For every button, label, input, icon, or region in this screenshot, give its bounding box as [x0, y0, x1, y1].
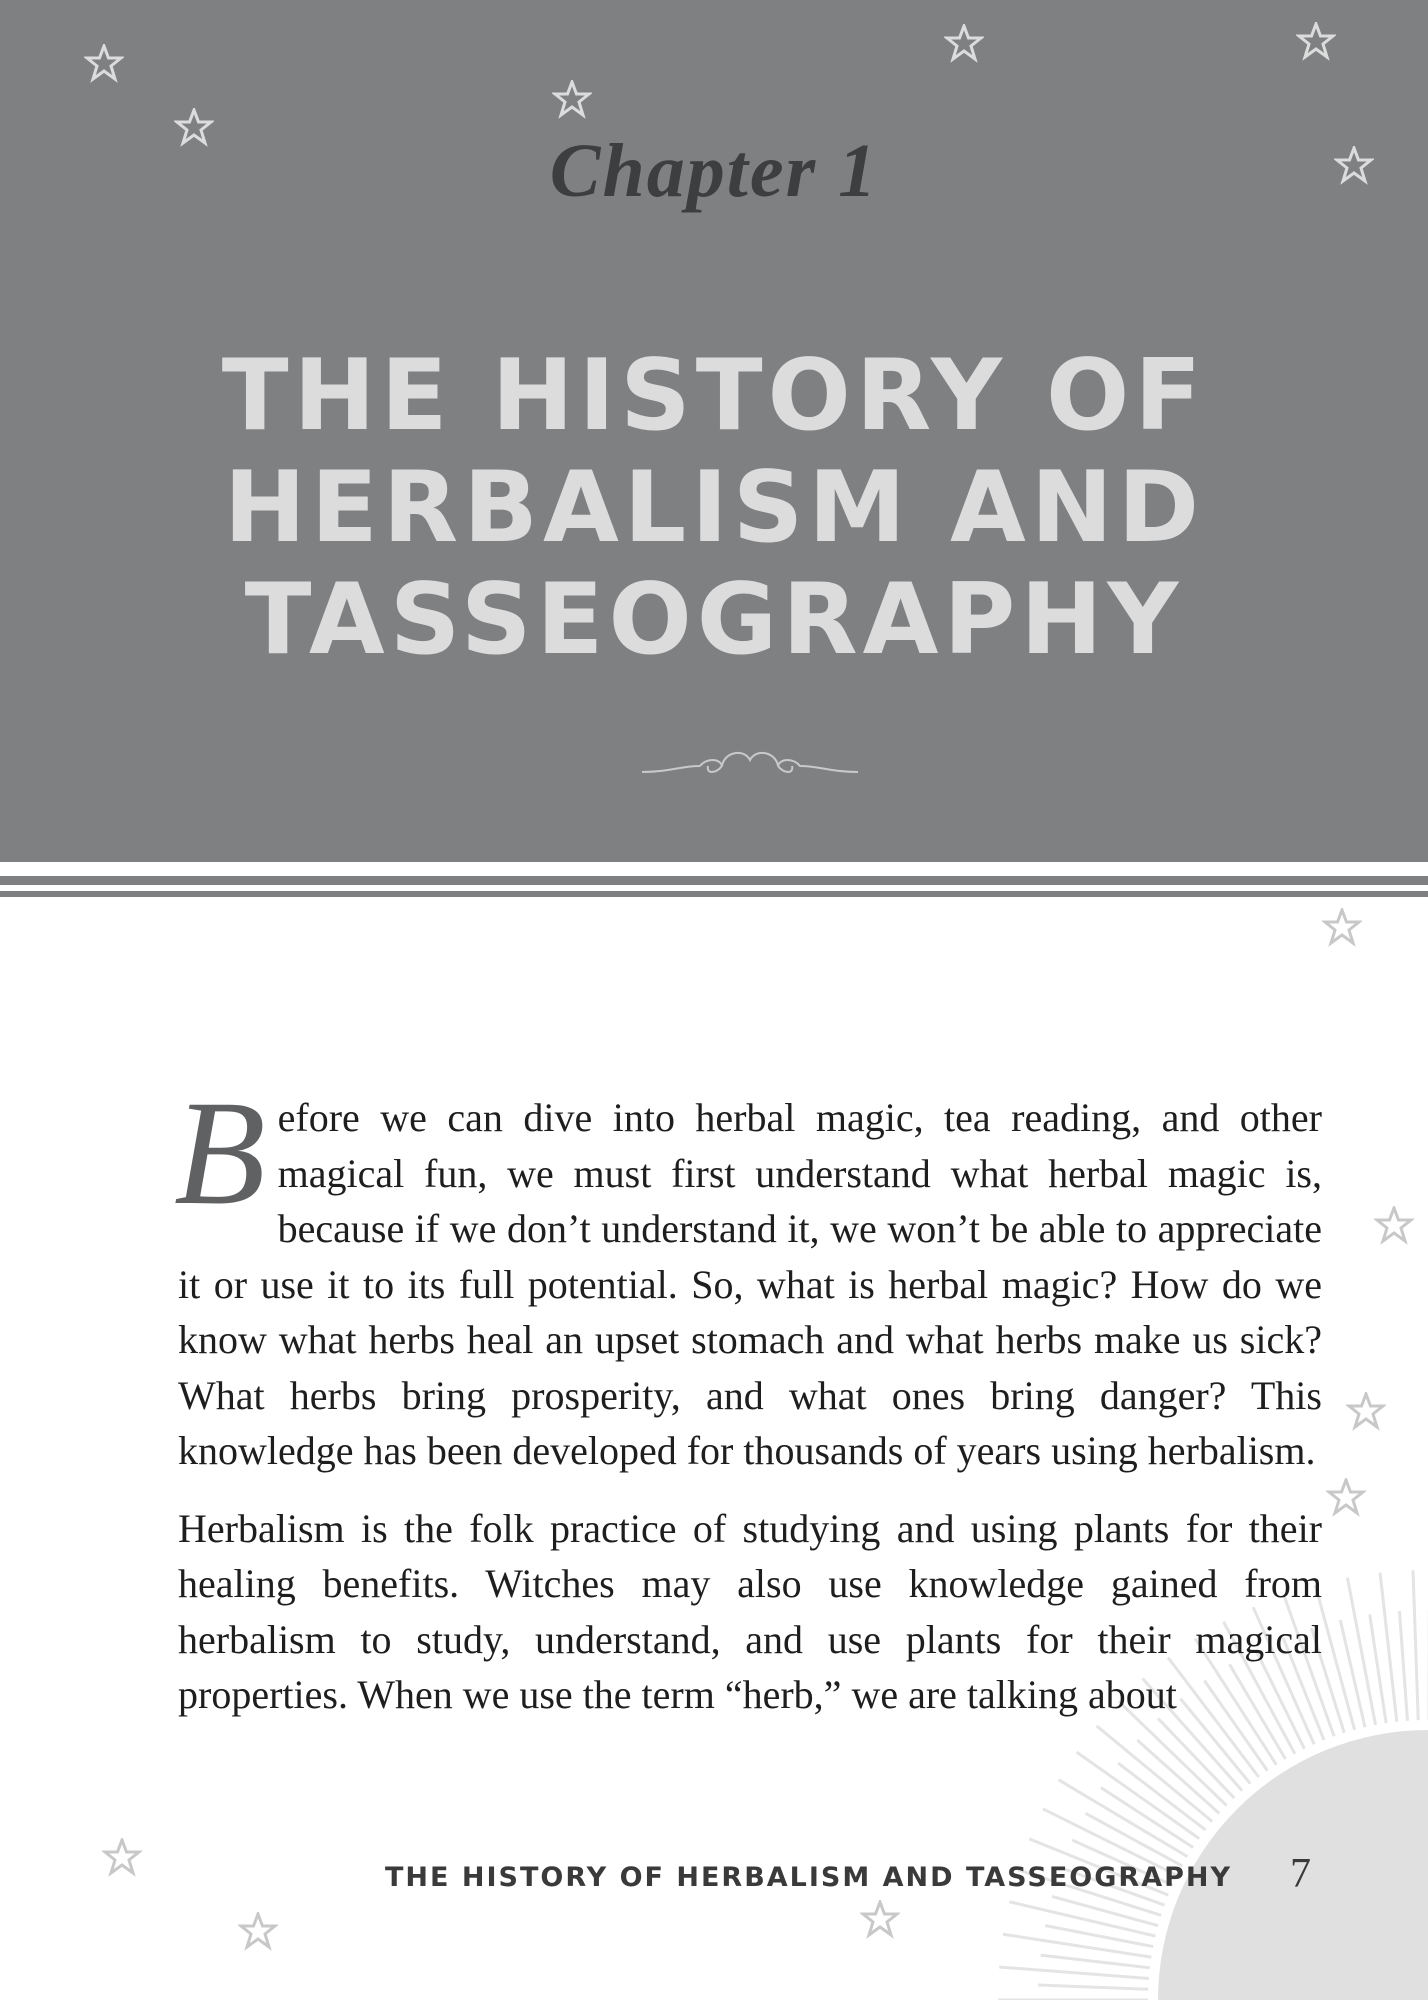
sunburst-ray	[1086, 1813, 1183, 1866]
flourish-ornament	[640, 736, 860, 786]
sunburst-ray	[999, 1967, 1149, 1979]
star-icon	[1326, 1478, 1366, 1518]
chapter-header-banner	[0, 0, 1428, 862]
sunburst-ray	[1052, 1896, 1158, 1925]
chapter-title-line: HERBALISM AND	[223, 451, 1205, 565]
header-divider	[0, 891, 1428, 897]
sunburst-ray	[1038, 1985, 1148, 1989]
drop-cap: B	[174, 1070, 266, 1236]
star-icon	[84, 44, 124, 84]
header-divider	[0, 876, 1428, 885]
sunburst-ray	[1003, 1934, 1151, 1957]
star-icon	[1346, 1392, 1386, 1432]
chapter-title-line: TASSEOGRAPHY	[244, 563, 1184, 677]
sunburst-ray	[1041, 1955, 1150, 1968]
star-icon	[102, 1838, 142, 1878]
chapter-title-line: THE HISTORY OF	[221, 339, 1207, 453]
paragraph	[174, 1070, 1322, 1479]
sunburst-ray	[1347, 1578, 1375, 1725]
star-icon	[1296, 22, 1336, 62]
star-icon	[238, 1912, 278, 1952]
running-footer-title: THE HISTORY OF HERBALISM AND TASSEOGRAPHY	[385, 1862, 1233, 1893]
chapter-label: Chapter 1	[549, 129, 879, 213]
star-icon	[1374, 1206, 1414, 1246]
sunburst-ray	[1413, 1570, 1418, 1720]
sunburst-ray	[1399, 1611, 1407, 1721]
star-icon	[552, 80, 592, 120]
paragraph-text: efore we can dive into herbal magic, tea reading, and other magical fun, we must first understand what herbal magic is, because if we don’t understand it, we won’t be able to appreciate it or use it to its full potential. So, what is herbal magic? How do we know what herbs heal an upset stomach and what herbs make us sick? What herbs bring prosperity, and what ones bring danger? This knowledge has been developed for thousands of years using herbalism.	[178, 1095, 1322, 1473]
body-text	[174, 1070, 1322, 1745]
star-icon	[860, 1900, 900, 1940]
star-icon	[1322, 908, 1362, 948]
chapter-title	[0, 340, 1428, 676]
star-icon	[944, 24, 984, 64]
sunburst-ray	[1101, 1788, 1193, 1848]
page-number: 7	[1290, 1851, 1311, 1897]
sunburst-ray	[1340, 1620, 1365, 1727]
paragraph: Herbalism is the folk practice of studying and using plants for their healing benefits. Witches may also use knowledge gained from herbalism to study, understand, and use plants for their magical properties. When we use the term “herb,” we are talking about	[178, 1505, 1322, 1717]
